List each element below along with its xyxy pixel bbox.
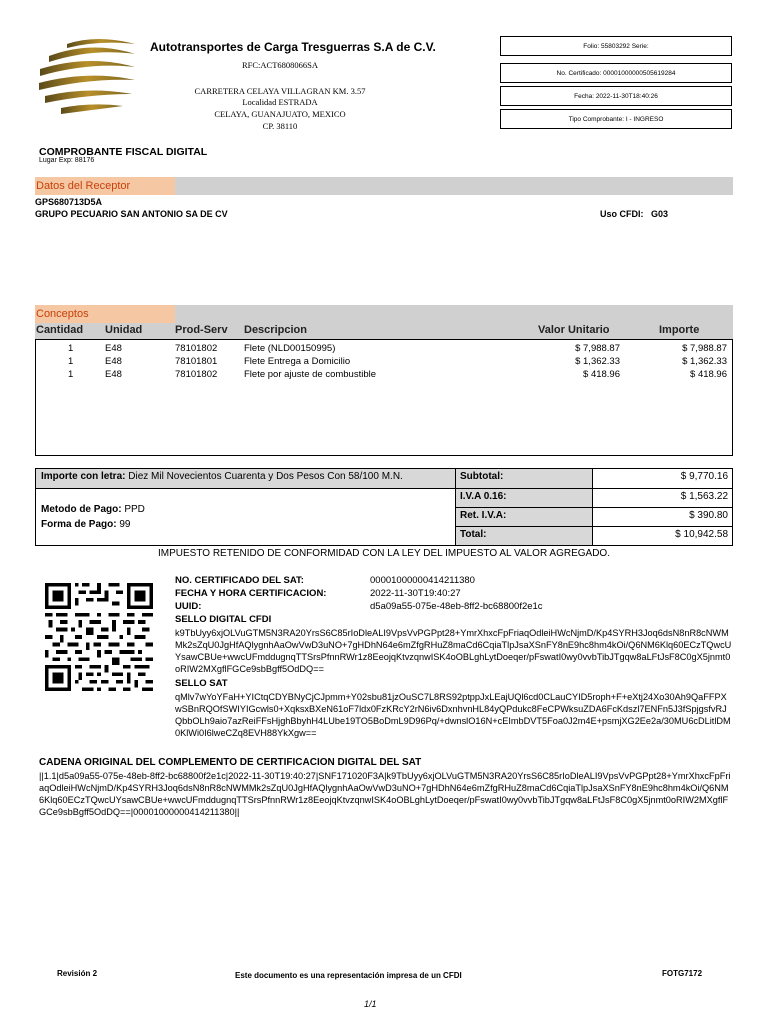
cell-cantidad: 1 [68, 356, 74, 367]
lugar-expedicion: Lugar Exp: 88176 [39, 157, 95, 164]
fecha-box [500, 86, 732, 106]
sat-cert-value: 00001000000414211380 [370, 575, 475, 586]
company-name: Autotransportes de Carga Tresguerras S.A de C.V. [150, 40, 436, 54]
company-address-line-3: CELAYA, GUANAJUATO, MEXICO [214, 109, 346, 119]
subtotal-value: $ 9,770.16 [593, 469, 732, 489]
totales-box [35, 468, 733, 546]
sello-sat-label: SELLO SAT [175, 678, 228, 689]
cell-descripcion: Flete Entrega a Domicilio [244, 356, 351, 367]
receptor-name: GRUPO PECUARIO SAN ANTONIO SA DE CV [35, 209, 228, 219]
cadena-label: CADENA ORIGINAL DEL COMPLEMENTO DE CERTIFICACION DIGITAL DEL SAT [39, 757, 422, 768]
cell-valor: $ 7,988.87 [575, 343, 620, 354]
uuid-value: d5a09a55-075e-48eb-8ff2-bc68800f2e1c [370, 601, 543, 612]
subtotal-label: Subtotal: [456, 469, 593, 489]
cell-unidad: E48 [105, 356, 122, 367]
footer-revision: Revisión 2 [57, 969, 98, 978]
page-number: 1/1 [364, 999, 377, 1009]
sat-cert-label: NO. CERTIFICADO DEL SAT: [175, 575, 304, 586]
importe-letra-value: Diez Mil Novecientos Cuarenta y Dos Pesos Con 58/100 M.N. [128, 471, 403, 482]
col-importe: Importe [659, 324, 700, 336]
table-row [35, 356, 733, 368]
ret-iva-value: $ 390.80 [593, 508, 732, 527]
forma-pago [41, 519, 130, 530]
tipo-box [500, 109, 732, 129]
total-label: Total: [456, 527, 593, 545]
pago-info [36, 489, 456, 545]
cell-prodserv: 78101802 [175, 343, 218, 354]
sello-cfdi-value: k9TbUyy6xjOLVuGTM5N3RA20YrsS6C85rIoDleALI9VpsVvPGPpt28+YmrXhxcFpFriaqOdleiHWcNjmD/Kp4SYRH3Joq6dsN8nR8cNWMMk2sZqU0JgHfAQlygnhAaOwVwD3uNO+7gHDhN64e6mZfgRHuZ8maCd6CqiaTlpJsaXSnFY8nE9hc8hm4kOi/Q6NM6Klq60ECzTQwcUYsawCBUe+wwcUFmddugnqTTSrsPfnnRWr1z8EeojqKtvzqnwISK4oOBLghLytDoeqer/pFswatI0wy0vvbTibJTgqw8aLFtJsF8C0gX5jnmt0oRIW2MXgflFGCe9sbBgff5OdDQ== [175, 628, 732, 674]
importe-letra [36, 469, 456, 489]
cell-unidad: E48 [105, 369, 122, 380]
table-row [35, 343, 733, 355]
total-value: $ 10,942.58 [675, 529, 728, 540]
company-address-line-4: CP. 38110 [262, 121, 298, 131]
company-logo [37, 36, 137, 116]
forma-pago-value: 99 [119, 519, 131, 530]
qr-code [45, 583, 153, 691]
cell-importe: $ 7,988.87 [682, 343, 727, 354]
iva-label: I.V.A 0.16: [456, 489, 593, 508]
cell-valor: $ 1,362.33 [575, 356, 620, 367]
forma-pago-label: Forma de Pago: [41, 519, 117, 530]
iva-value: $ 1,563.22 [593, 489, 732, 508]
footer-code: FOTG7172 [662, 969, 703, 978]
footer-note: Este documento es una representación impresa de un CFDI [235, 971, 462, 980]
company-address-line-1: CARRETERA CELAYA VILLAGRAN KM. 3.57 [194, 86, 366, 96]
uso-cfdi-label: Uso CFDI: [600, 209, 644, 219]
cell-descripcion: Flete (NLD00150995) [244, 343, 336, 354]
company-address-line-2: Localidad ESTRADA [242, 97, 318, 107]
metodo-pago-label: Metodo de Pago: [41, 504, 122, 515]
cell-cantidad: 1 [68, 369, 74, 380]
uuid-label: UUID: [175, 601, 202, 612]
conceptos-header-row [35, 323, 733, 340]
conceptos-section-label: Conceptos [35, 305, 175, 323]
cell-importe: $ 418.96 [690, 369, 727, 380]
col-cantidad: Cantidad [36, 324, 84, 336]
cell-descripcion: Flete por ajuste de combustible [244, 369, 377, 380]
cell-prodserv: 78101801 [175, 356, 218, 367]
receptor-section-label: Datos del Receptor [35, 177, 175, 195]
folio-text: Folio: 55803292 Serie: [583, 42, 649, 50]
folio-box [500, 36, 732, 56]
cell-cantidad: 1 [68, 343, 74, 354]
importe-letra-label: Importe con letra: [41, 471, 126, 482]
metodo-pago-value: PPD [124, 504, 145, 515]
cell-unidad: E48 [105, 343, 122, 354]
uso-cfdi-value: G03 [651, 209, 669, 219]
fecha-text: Fecha: 2022-11-30T18:40:26 [574, 92, 658, 100]
col-unidad: Unidad [105, 324, 143, 336]
col-valor-unitario: Valor Unitario [538, 324, 610, 336]
sat-fecha-value: 2022-11-30T19:40:27 [370, 588, 461, 599]
ret-iva-label: Ret. I.V.A: [456, 508, 593, 527]
impuesto-note: IMPUESTO RETENIDO DE CONFORMIDAD CON LA LEY DEL IMPUESTO AL VALOR AGREGADO. [158, 548, 610, 559]
table-row [35, 369, 733, 381]
col-prodserv: Prod-Serv [175, 324, 228, 336]
cadena-value: ||1.1|d5a09a55-075e-48eb-8ff2-bc68800f2e1c|2022-11-30T19:40:27|SNF171020F3A|k9TbUyy6xjOLVuGTM5N3RA20YrsS6C85rIoDleALI9VpsVvPGPpt28+YmrXhxcFpFriaqOdleiHWcNjmD/Kp4SYRH3Joq6dsN8nR8cNWMMk2sZqU0JgHfAQlygnhAaOwVwD3uNO+7gHDhN64e6mZfgRHuZ8maCd6CqiaTlpJsaXSnFY8nE9hc8hm4kOi/Q6NM6Klq60ECzTQwcUYsawCBUe+wwcUFmddugnqTTSrsPfnnRWr1z8EeojqKtvzqnwISK4oOBLghLytDoeqer/pFswatI0wy0vvbTibJTgqw8aLFtJsF8C0gX5jnmt0oRIW2MXgflFGCe9sbBgff5OdDQ==|00001000000414211380|| [39, 771, 731, 817]
col-descripcion: Descripcion [244, 324, 307, 336]
certificado-box [500, 63, 732, 83]
sello-cfdi-label: SELLO DIGITAL CFDI [175, 614, 272, 625]
certificado-text: No. Certificado: 00001000000505619284 [556, 69, 676, 77]
cell-prodserv: 78101802 [175, 369, 218, 380]
cell-importe: $ 1,362.33 [682, 356, 727, 367]
company-rfc: RFC:ACT6808066SA [241, 60, 319, 70]
tipo-text: Tipo Comprobante: I - INGRESO [568, 115, 664, 123]
receptor-rfc: GPS680713D5A [35, 197, 103, 207]
sat-fecha-label: FECHA Y HORA CERTIFICACION: [175, 588, 327, 599]
uso-cfdi [600, 209, 668, 219]
document-title: COMPROBANTE FISCAL DIGITAL [39, 146, 208, 158]
sello-sat-value: qMlv7wYoYFaH+YICtqCDYBNyCjCJpmm+Y02sbu81jzOuSC7L8RS92ptppJxLEajUQl6cd0CLauCYID5roph+F+eXtj24Xo30Ah9QaFFPXwSBnRQOfSWIYIGcwls0+XqksxBXeN61oF7ldx0FzKRcY2rN6iv6DxnhvnHL84yQPdukc8FeCPWksuZDA6FcKdszl7ENFn5J3fSpjgsfvRJQbbOLh9aio7azReiFFsHjghBbyhH4LUbe19TO5BoDmL9D96Pq/+dwnslO16N+cEImbDVT5Foa0J2m4E+psmjXG2Ee2a/30MU6cDLitlDM0KlWi0I6lweCZq8EVH88YkXgw== [175, 692, 731, 738]
metodo-pago [41, 504, 145, 515]
cell-valor: $ 418.96 [583, 369, 620, 380]
